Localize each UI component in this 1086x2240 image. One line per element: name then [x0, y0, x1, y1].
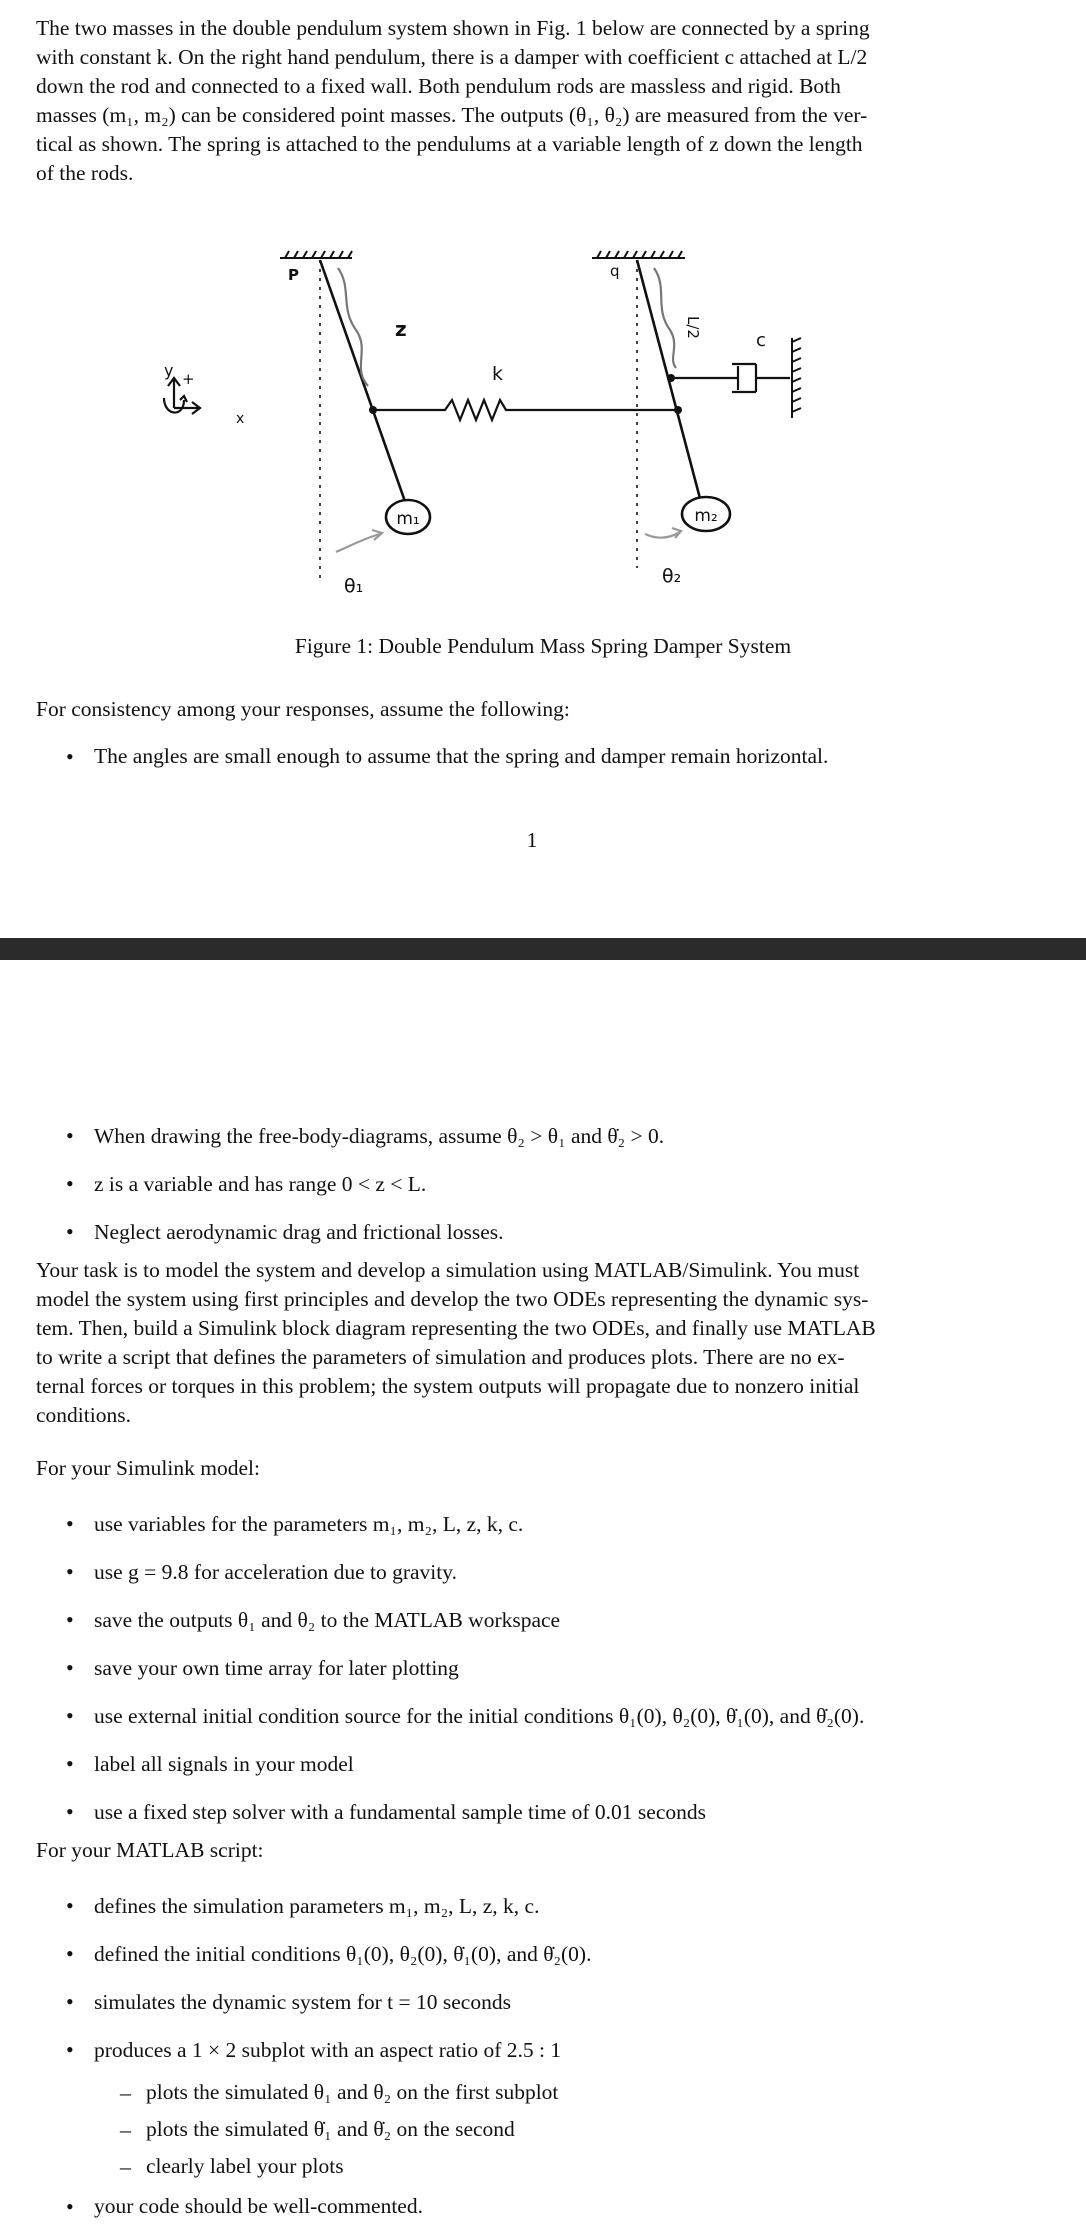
matlab-item: • produces a 1 × 2 subplot with an aspect ratio of 2.5 : 1 — [36, 2026, 1046, 2074]
assumptions-list-page2 — [36, 1112, 1046, 1256]
intro-line: with constant k. On the right hand pendulum, there is a damper with coefficient c attached at L/2 — [36, 45, 868, 69]
matlab-final-list — [36, 2194, 1046, 2219]
task-line: ternal forces or torques in this problem; the system outputs will propagate due to nonzero initial — [36, 1374, 860, 1398]
theta2-label: θ₂ — [662, 565, 682, 587]
simulink-heading: For your Simulink model: — [36, 1456, 260, 1480]
matlab-sublist-wrapper — [36, 2074, 1046, 2185]
intro-line: down the rod and connected to a fixed wall. Both pendulum rods are massless and rigid. Both — [36, 74, 841, 98]
pivot-right-label: q — [610, 262, 620, 280]
page-2 — [0, 960, 1086, 2240]
task-line: tem. Then, build a Simulink block diagram representing the two ODEs, and finally use MATLAB — [36, 1316, 876, 1340]
page-number: 1 — [526, 828, 538, 852]
matlab-list — [36, 1882, 1046, 2074]
assumption-item: • When drawing the free-body-diagrams, assume θ₂ > θ₁ and θ̇₂ > 0. — [36, 1112, 1046, 1160]
spring — [373, 400, 678, 420]
task-line: Your task is to model the system and develop a simulation using MATLAB/Simulink. You must — [36, 1258, 860, 1282]
simulink-item: • save the outputs θ₁ and θ₂ to the MATLAB workspace — [36, 1596, 1046, 1644]
assumption-item: • The angles are small enough to assume that the spring and damper remain horizontal. — [36, 744, 1046, 769]
simulink-item: • use variables for the parameters m₁, m₂, L, z, k, c. — [36, 1500, 1046, 1548]
task-line: to write a script that defines the parameters of simulation and produces plots. There are no ex- — [36, 1345, 845, 1369]
left-rod — [320, 260, 408, 510]
theta1-label: θ₁ — [344, 575, 364, 597]
axis-x-label: x — [236, 411, 245, 427]
ceiling-right — [592, 251, 685, 258]
task-paragraph — [36, 1256, 1027, 1430]
figure-caption: Figure 1: Double Pendulum Mass Spring Damper System — [294, 634, 792, 658]
assumption-item: • Neglect aerodynamic drag and frictional losses. — [36, 1208, 1046, 1256]
l-half-brace — [654, 268, 676, 368]
simulink-item: • save your own time array for later plotting — [36, 1644, 1046, 1692]
simulink-item: • use a fixed step solver with a fundamental sample time of 0.01 seconds — [36, 1788, 1046, 1836]
assumptions-heading: For consistency among your responses, assume the following: — [36, 697, 570, 721]
z-label: z — [395, 317, 407, 341]
axis-y-label: y — [164, 361, 174, 380]
matlab-sublist — [36, 2074, 1046, 2185]
intro-line: masses (m₁, m₂) can be considered point masses. The outputs (θ₁, θ₂) are measured from the ver- — [36, 103, 868, 127]
matlab-subitem: – plots the simulated θ̇₁ and θ̇₂ on the second — [36, 2111, 1046, 2148]
ceiling-left — [280, 251, 352, 258]
simulink-list — [36, 1500, 1046, 1836]
page-separator — [0, 938, 1086, 960]
m1-label: m₁ — [396, 509, 420, 529]
matlab-subitem: – clearly label your plots — [36, 2148, 1046, 2185]
matlab-subitem: – plots the simulated θ₁ and θ₂ on the first subplot — [36, 2074, 1046, 2111]
page-1 — [0, 0, 1086, 938]
intro-line: tical as shown. The spring is attached to the pendulums at a variable length of z down the length — [36, 132, 863, 156]
right-rod — [637, 260, 702, 506]
simulink-item: • label all signals in your model — [36, 1740, 1046, 1788]
m2-label: m₂ — [694, 506, 718, 526]
task-line: conditions. — [36, 1403, 131, 1427]
mass-2 — [682, 497, 730, 531]
l-half-label: L/2 — [684, 316, 702, 339]
matlab-item: • defined the initial conditions θ₁(0), θ₂(0), θ̇₁(0), and θ̇₂(0). — [36, 1930, 1046, 1978]
assumptions-list-page1 — [36, 744, 1046, 769]
intro-paragraph — [36, 14, 1027, 188]
task-line: model the system using first principles and develop the two ODEs representing the dynamic sys- — [36, 1287, 869, 1311]
simulink-item: • use external initial condition source for the initial conditions θ₁(0), θ₂(0), θ̇₁(0), and θ̇₂(0). — [36, 1692, 1046, 1740]
theta1-arc — [336, 534, 380, 552]
intro-line: of the rods. — [36, 161, 134, 185]
matlab-item: • defines the simulation parameters m₁, m₂, L, z, k, c. — [36, 1882, 1046, 1930]
matlab-heading: For your MATLAB script: — [36, 1838, 264, 1862]
intro-line: The two masses in the double pendulum system shown in Fig. 1 below are connected by a spring — [36, 16, 870, 40]
pendulum-figure — [140, 238, 860, 608]
c-label: c — [756, 330, 766, 351]
right-wall — [792, 338, 801, 418]
assumption-item: • z is a variable and has range 0 < z < L. — [36, 1160, 1046, 1208]
matlab-item: • simulates the dynamic system for t = 10 seconds — [36, 1978, 1046, 2026]
mass-1 — [386, 500, 430, 534]
pivot-left-label: P — [288, 266, 299, 284]
damper — [671, 364, 790, 392]
simulink-item: • use g = 9.8 for acceleration due to gravity. — [36, 1548, 1046, 1596]
matlab-item: • your code should be well-commented. — [36, 2194, 1046, 2219]
k-label: k — [492, 363, 504, 385]
axis-plus-label: + — [182, 370, 195, 388]
